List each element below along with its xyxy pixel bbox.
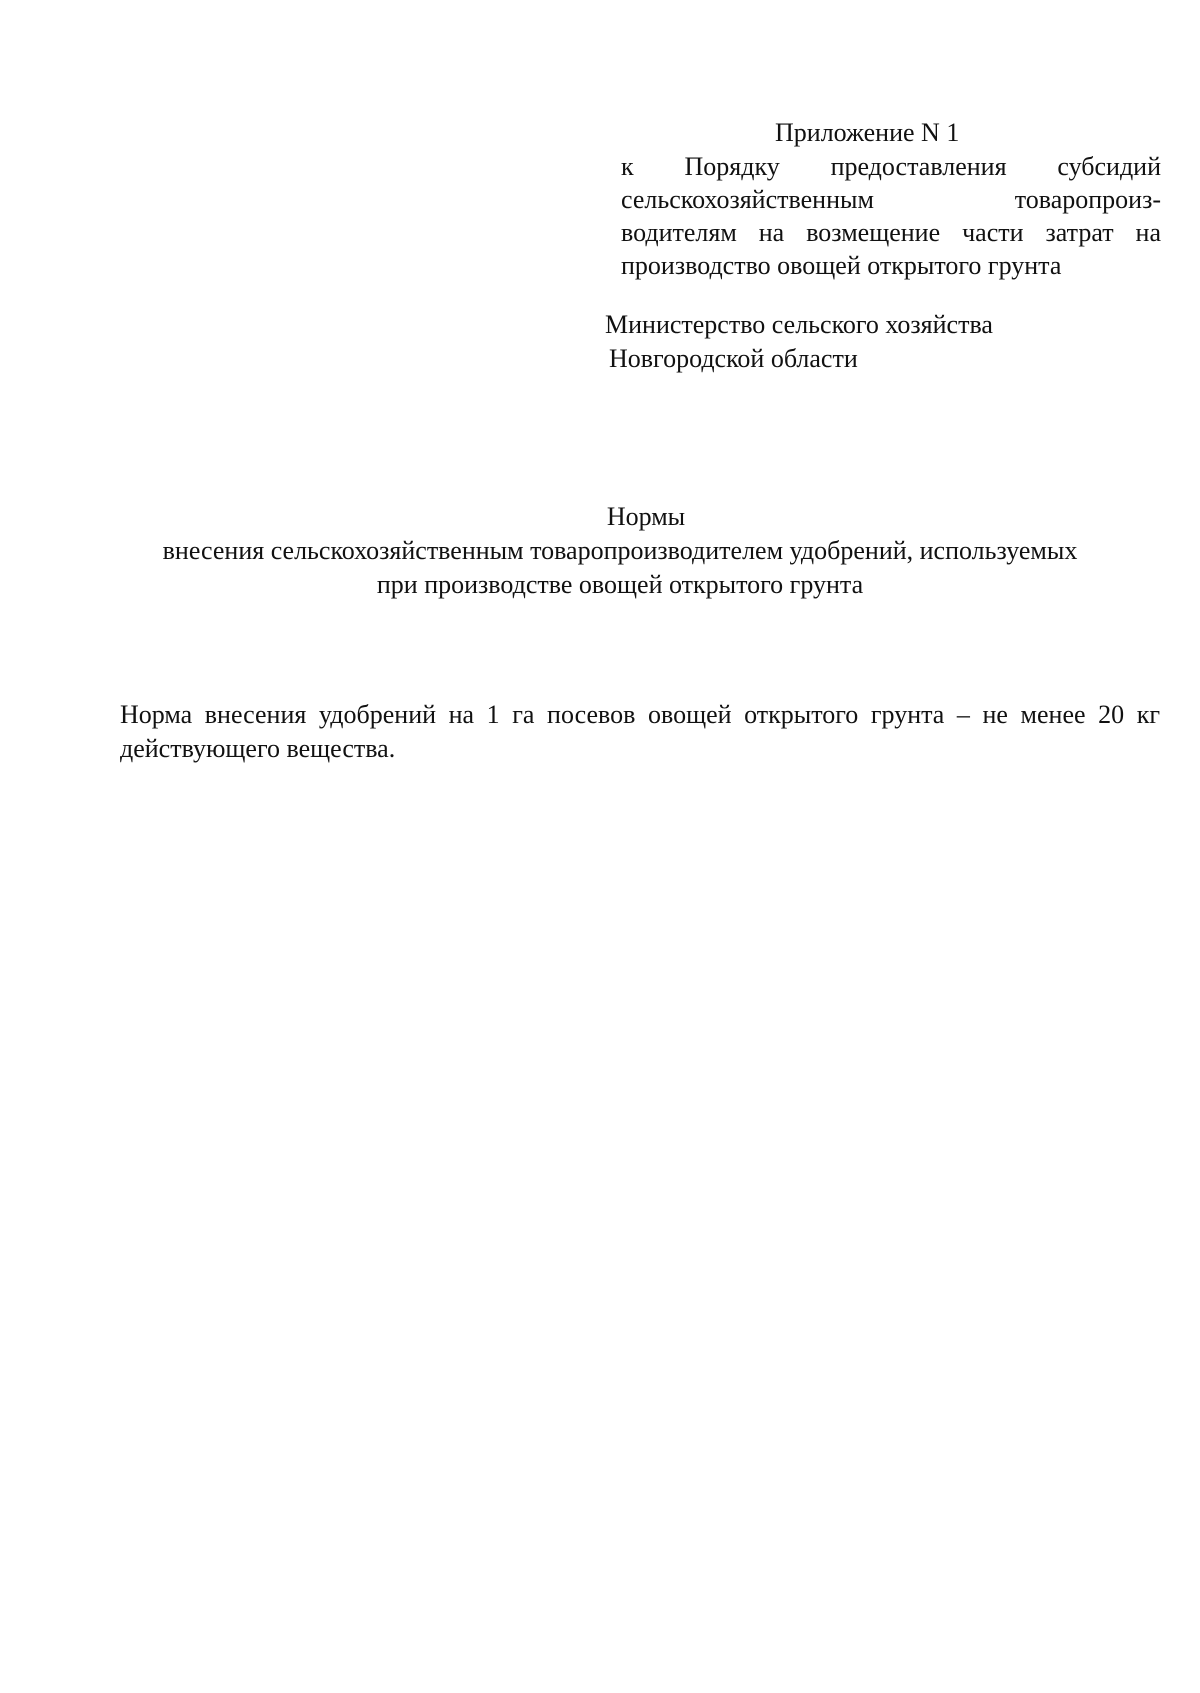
appendix-line-4: производство овощей открытого грунта <box>621 251 1062 280</box>
body-line-1: Норма внесения удобрений на 1 га посевов овощей открытого грунта – не менее 20 кг <box>120 700 1160 729</box>
heading-subtitle-line-2: при производстве овощей открытого грунта <box>376 570 864 599</box>
heading-title: Нормы <box>606 502 686 531</box>
appendix-line-2: сельскохозяйственным товаропроиз- <box>621 185 1161 214</box>
heading-subtitle-line-1: внесения сельскохозяйственным товаропроизводителем удобрений, используемых <box>162 536 1078 565</box>
ministry-line-1: Министерство сельского хозяйства <box>605 310 993 339</box>
appendix-line-1: к Порядку предоставления субсидий <box>621 152 1161 181</box>
ministry-name <box>605 308 993 376</box>
ministry-line-2: Новгородской области <box>609 344 858 373</box>
appendix-line-3: водителям на возмещение части затрат на <box>621 218 1161 247</box>
body-line-2: действующего вещества. <box>120 734 396 763</box>
appendix-reference <box>621 150 1161 282</box>
document-heading <box>0 500 1200 602</box>
body-paragraph <box>120 698 1160 766</box>
appendix-title: Приложение N 1 <box>775 118 960 147</box>
